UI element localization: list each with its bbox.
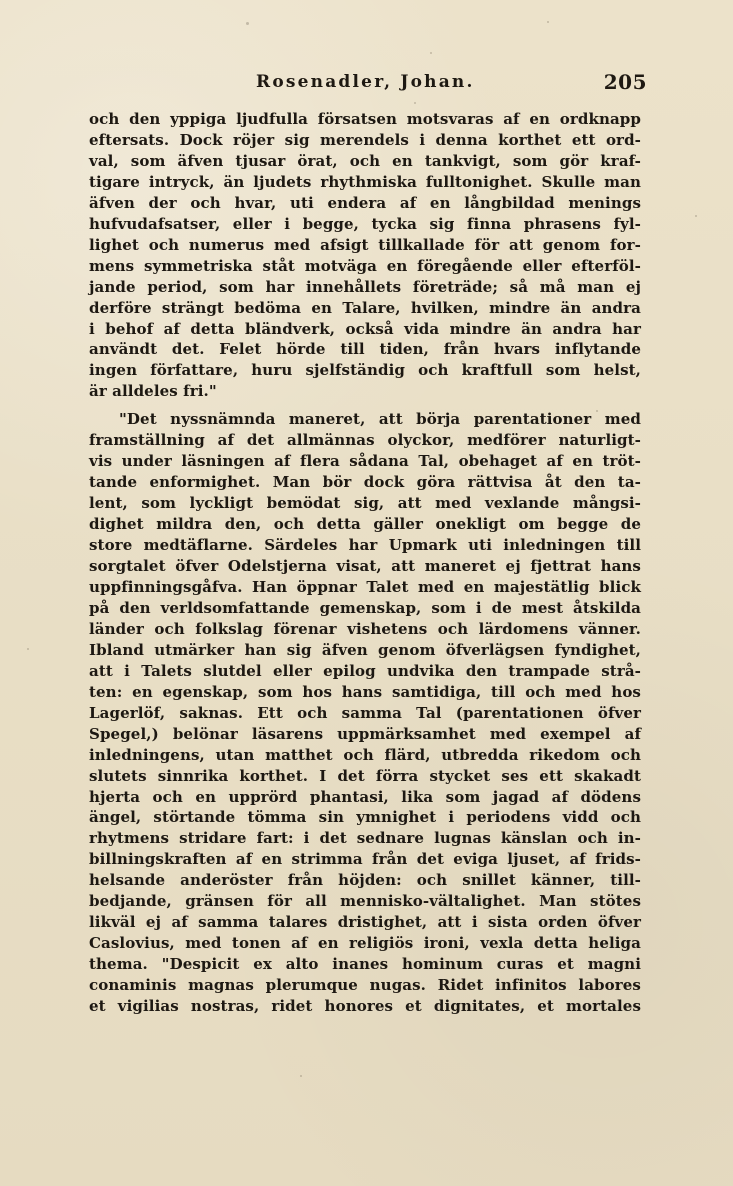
- text-line: och den yppiga ljudfulla försatsen motsvaras af en ordknapp: [89, 110, 641, 128]
- text-line: bedjande, gränsen för all mennisko-vältalighet. Man stötes: [89, 892, 641, 911]
- text-line: sorgtalet öfver Odelstjerna visat, att maneret ej fjettrat hans: [89, 557, 641, 576]
- text-line: rhytmens stridare fart: i det sednare lugnas känslan och in-: [89, 829, 641, 848]
- text-line: billningskraften af en strimma från det eviga ljuset, af frids-: [89, 850, 641, 869]
- text-line: användt det. Felet hörde till tiden, från hvars inflytande: [89, 340, 641, 359]
- running-head: Rosenadler, Johan.: [256, 72, 475, 92]
- text-line: länder och folkslag förenar vishetens och lärdomens vänner.: [89, 619, 641, 638]
- paragraph-gap: [89, 402, 641, 409]
- text-line: lent, som lyckligt bemödat sig, att med vexlande mångsi-: [89, 494, 641, 513]
- text-line: store medtäflarne. Särdeles har Upmark uti inledningen till: [89, 536, 641, 555]
- text-line: Ibland utmärker han sig äfven genom öfverlägsen fyndighet,: [89, 640, 641, 659]
- text-line: hufvudafsatser, eller i begge, tycka sig finna phrasens fyl-: [89, 214, 641, 233]
- text-line: et vigilias nostras, ridet honores et dignitates, et mortales: [89, 997, 641, 1016]
- text-line: är alldeles fri.": [89, 382, 217, 401]
- paper-speck: [300, 1075, 302, 1077]
- text-line: conaminis magnas plerumque nugas. Ridet infinitos labores: [89, 976, 641, 995]
- text-line: jande period, som har innehållets företräde; så må man ej: [89, 277, 641, 296]
- paper-speck: [246, 22, 249, 25]
- paper-speck: [547, 21, 549, 23]
- text-line: inledningens, utan matthet och flärd, utbredda rikedom och: [89, 745, 641, 764]
- paper-speck: [430, 52, 432, 54]
- text-line: äfven der och hvar, uti endera af en långbildad menings: [89, 193, 641, 212]
- text-line: framställning af det allmännas olyckor, medförer naturligt-: [89, 431, 641, 450]
- text-line: mens symmetriska ståt motväga en föregående eller efterföl-: [89, 256, 641, 275]
- text-line: likväl ej af samma talares dristighet, att i sista orden öfver: [89, 913, 641, 932]
- text-line: thema. "Despicit ex alto inanes hominum curas et magni: [89, 955, 641, 974]
- text-line: tande enformighet. Man bör dock göra rättvisa åt den ta-: [89, 473, 641, 492]
- text-line: uppfinningsgåfva. Han öppnar Talet med en majestätlig blick: [89, 577, 641, 596]
- text-line: hjerta och en upprörd phantasi, lika som jagad af dödens: [89, 787, 641, 806]
- page-header: [88, 72, 647, 102]
- text-line: Spegel,) belönar läsarens uppmärksamhet med exempel af: [89, 724, 641, 743]
- text-line: "Det nyssnämnda maneret, att börja parentationer med: [119, 410, 641, 429]
- body-text: [89, 109, 641, 1017]
- text-line: Caslovius, med tonen af en religiös ironi, vexla detta heliga: [89, 934, 641, 953]
- text-line: lighet och numerus med afsigt tillkallade för att genom for-: [89, 235, 641, 254]
- text-line: dighet mildra den, och detta gäller onekligt om begge de: [89, 515, 641, 534]
- text-line: eftersats. Dock röjer sig merendels i denna korthet ett ord-: [89, 130, 641, 149]
- page-number: 205: [603, 70, 647, 94]
- text-line: helsande anderöster från höjden: och snillet känner, till-: [89, 871, 641, 890]
- text-line: Lagerlöf, saknas. Ett och samma Tal (parentationen öfver: [89, 703, 641, 722]
- text-line: slutets sinnrika korthet. I det förra stycket ses ett skakadt: [89, 766, 641, 785]
- text-line: derföre strängt bedöma en Talare, hvilken, mindre än andra: [89, 298, 641, 317]
- text-line: ängel, störtande tömma sin ymnighet i periodens vidd och: [89, 808, 641, 827]
- paper-speck: [695, 215, 697, 217]
- paper-speck: [414, 102, 416, 104]
- paper-speck: [27, 648, 29, 650]
- text-line: tigare intryck, än ljudets rhythmiska fulltonighet. Skulle man: [89, 172, 641, 191]
- text-line: ingen författare, huru sjelfständig och kraftfull som helst,: [89, 361, 641, 380]
- text-line: i behof af detta bländverk, också vida mindre än andra har: [89, 319, 641, 338]
- text-line: att i Talets slutdel eller epilog undvika den trampade strå-: [89, 661, 641, 680]
- text-line: på den verldsomfattande gemenskap, som i de mest åtskilda: [89, 598, 641, 617]
- text-line: vis under läsningen af flera sådana Tal, obehaget af en tröt-: [89, 452, 641, 471]
- text-line: val, som äfven tjusar örat, och en tankvigt, som gör kraf-: [89, 151, 641, 170]
- text-line: ten: en egenskap, som hos hans samtidiga, till och med hos: [89, 682, 641, 701]
